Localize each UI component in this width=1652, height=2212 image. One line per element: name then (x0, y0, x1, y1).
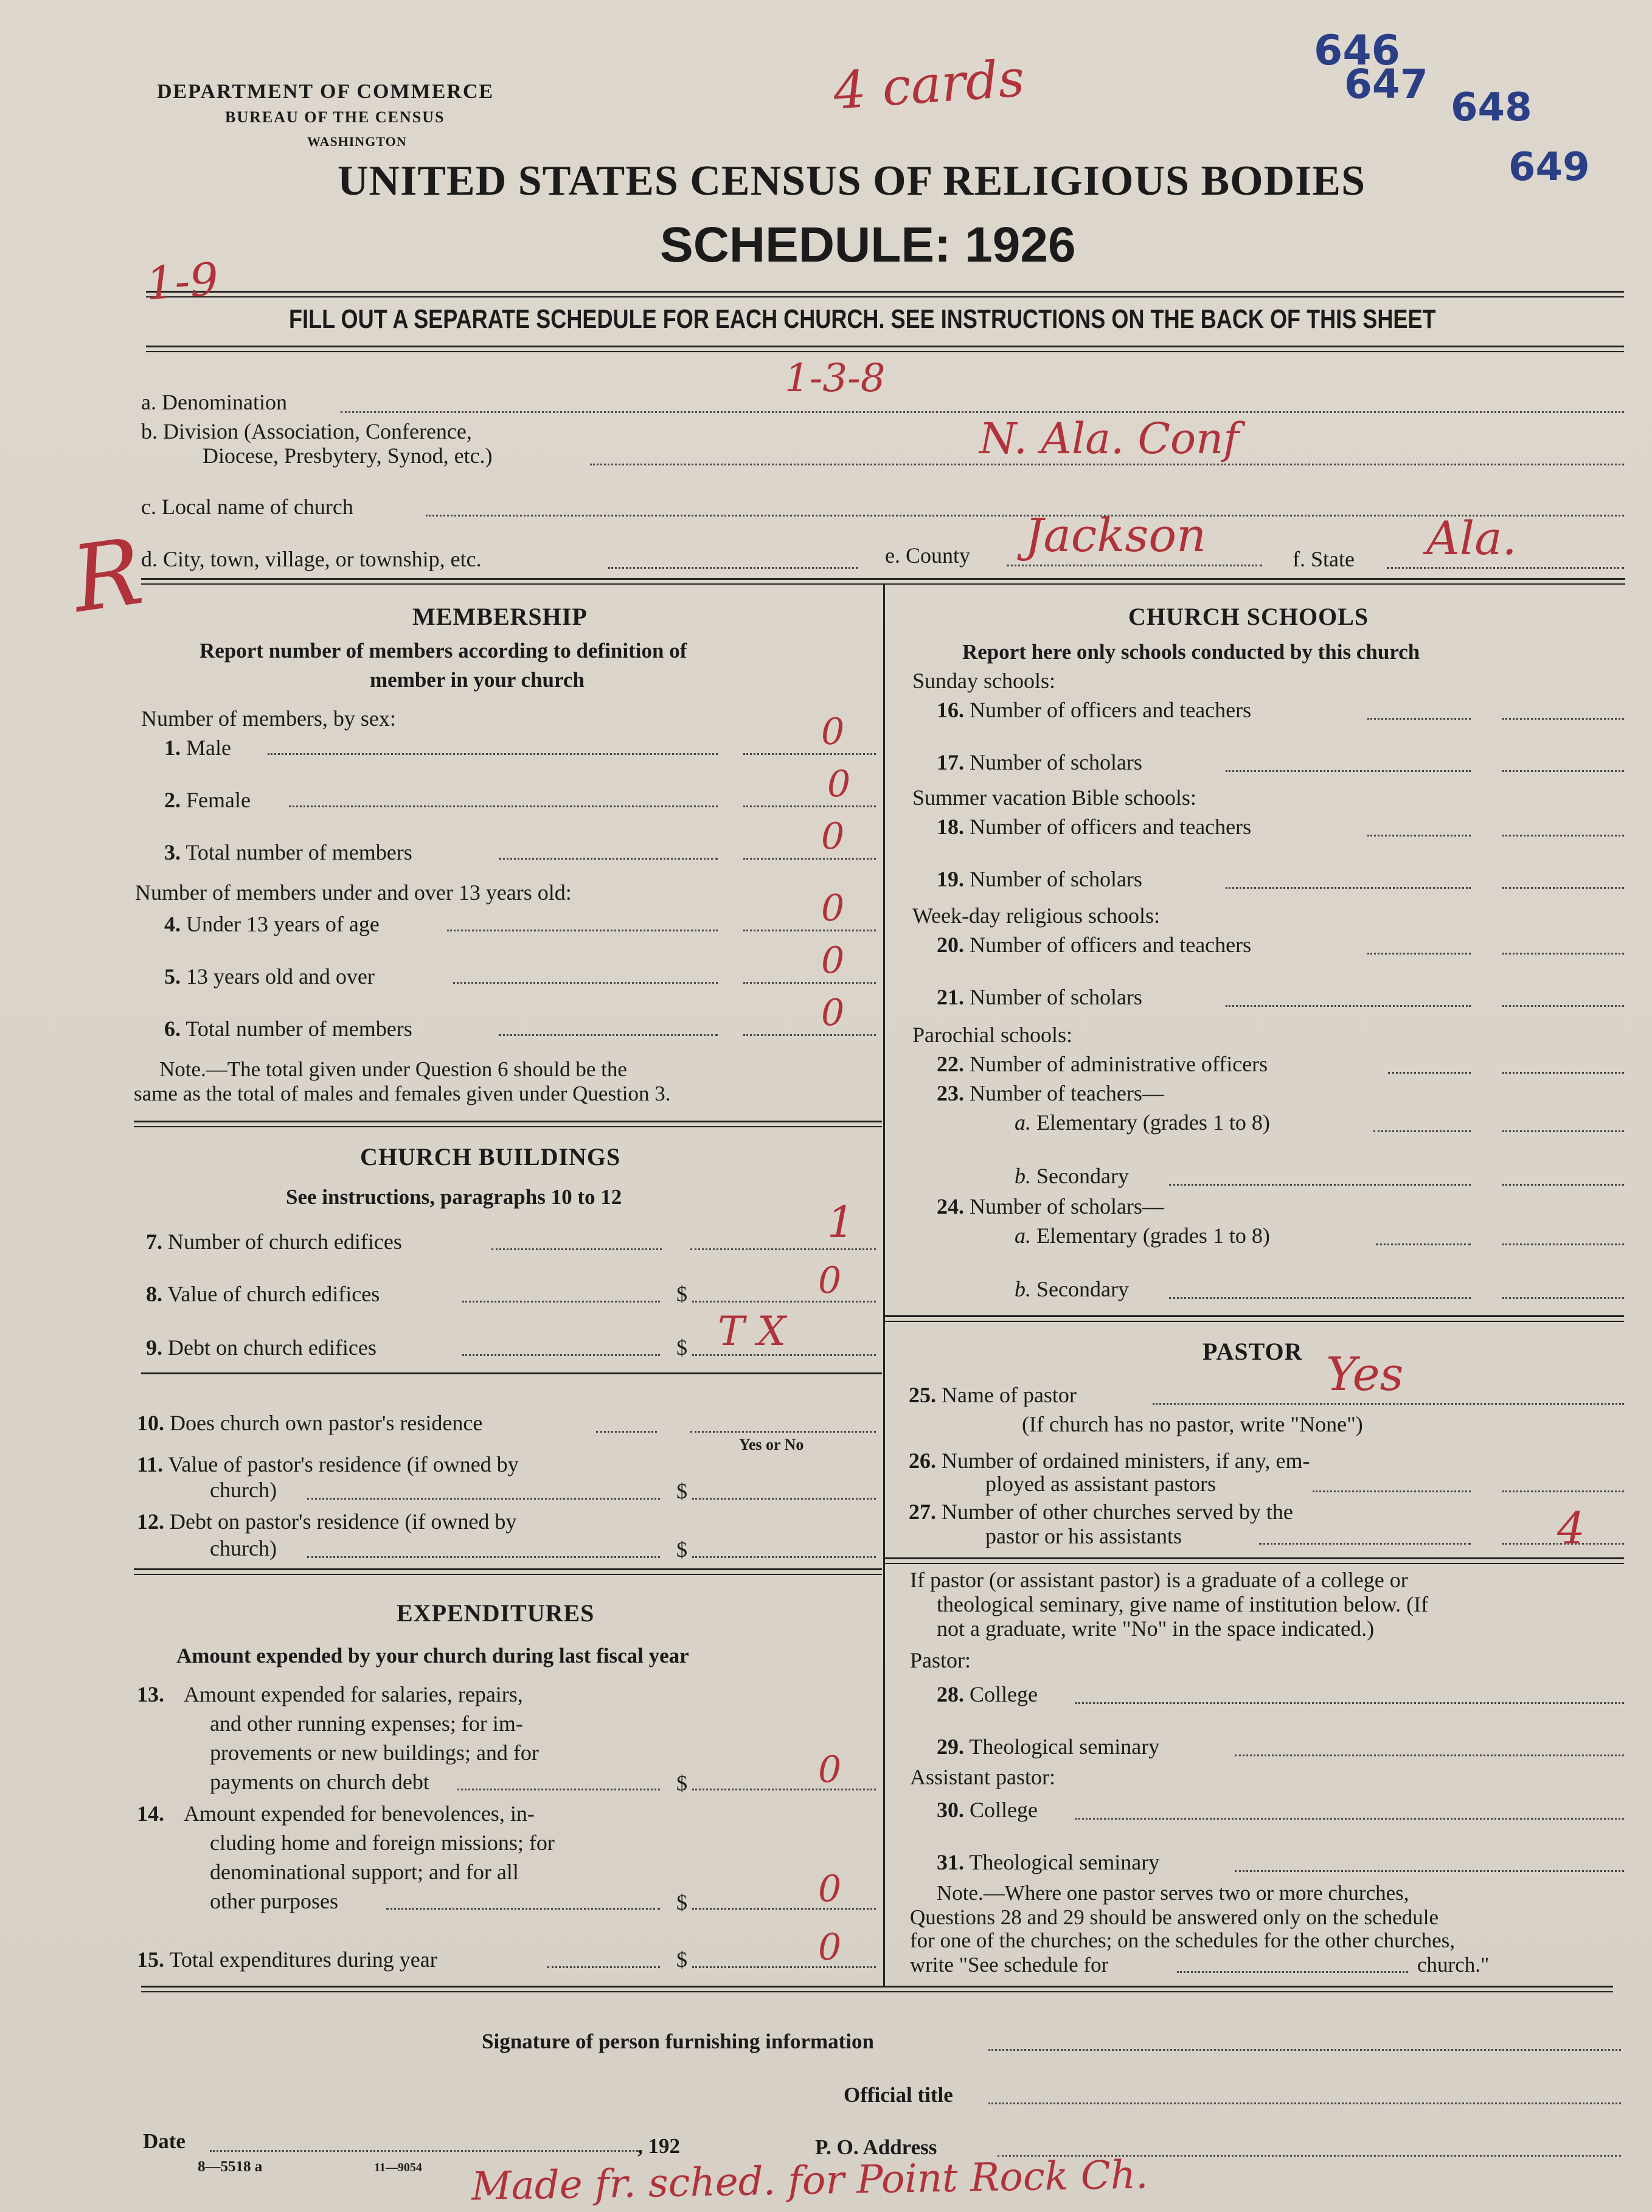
date-year: , 192 (637, 2134, 680, 2158)
q27-label-2: pastor or his assistants (985, 1524, 1182, 1548)
q9-dollar: $ (676, 1335, 687, 1360)
q13-line[interactable] (692, 1789, 876, 1790)
q29-line[interactable] (1235, 1755, 1624, 1756)
q5-leader (453, 982, 718, 984)
q23a-line[interactable] (1502, 1130, 1624, 1132)
county-value: Jackson (1025, 508, 1207, 562)
form-number: 8—5518 a (198, 2158, 263, 2175)
q13-line-4: payments on church debt (210, 1770, 429, 1794)
q8-leader (462, 1301, 660, 1303)
by-age-label: Number of members under and over 13 years old: (135, 880, 572, 905)
q26-line[interactable] (1502, 1490, 1624, 1492)
q12-label: 12. Debt on pastor's residence (if owned by (137, 1509, 517, 1534)
q23b-leader (1169, 1184, 1471, 1186)
see-schedule-line[interactable] (1177, 1971, 1408, 1973)
q1-leader (268, 753, 718, 755)
q14-line-3: denominational support; and for all (210, 1860, 519, 1884)
q23-label: 23. Number of teachers— (937, 1081, 1164, 1105)
department-name: DEPARTMENT OF COMMERCE (157, 80, 495, 103)
denomination-value: 1-3-8 (785, 356, 886, 401)
membership-subtitle-2: member in your church (370, 668, 585, 692)
q17-label: 17. Number of scholars (937, 750, 1142, 774)
local-name-label: c. Local name of church (141, 495, 353, 519)
q24b-leader (1169, 1297, 1471, 1299)
signature-line[interactable] (988, 2049, 1621, 2051)
q6-label: 6. Total number of members (164, 1017, 412, 1041)
q2-value: 0 (827, 763, 851, 805)
schedule-year: SCHEDULE: 1926 (660, 217, 1076, 273)
membership-note-2: same as the total of males and females given under Question 3. (134, 1082, 671, 1105)
q17-line[interactable] (1502, 770, 1624, 772)
graduate-instruction: If pastor (or assistant pastor) is a graduate of a college or (910, 1568, 1408, 1592)
pastor-note: Note.—Where one pastor serves two or more churches, (937, 1881, 1409, 1905)
q26-leader (1313, 1490, 1471, 1492)
denomination-line[interactable] (341, 411, 1624, 413)
q22-line[interactable] (1502, 1072, 1624, 1074)
bureau-name: BUREAU OF THE CENSUS (225, 108, 445, 126)
banner-rule (146, 346, 1624, 352)
official-title-label: Official title (844, 2083, 953, 2107)
po-address-label: P. O. Address (815, 2135, 937, 2159)
q17-leader (1226, 770, 1471, 772)
q27-value: 4 (1557, 1503, 1585, 1554)
stamp-number: 648 (1451, 85, 1532, 130)
q14-value: 0 (818, 1868, 842, 1910)
buildings-end-rule (134, 1568, 882, 1575)
q1-label: 1. Male (164, 736, 231, 760)
form-title: UNITED STATES CENSUS OF RELIGIOUS BODIES (338, 158, 1366, 204)
weekday-schools-label: Week-day religious schools: (912, 903, 1161, 928)
q1-value: 0 (821, 711, 845, 753)
q24a-label: a. Elementary (grades 1 to 8) (1015, 1223, 1270, 1248)
q7-label: 7. Number of church edifices (146, 1229, 402, 1254)
stamp-number: 647 (1344, 61, 1428, 108)
q25-label: 25. Name of pastor (909, 1383, 1077, 1407)
pastor-note-3: for one of the churches; on the schedules for the other churches, (910, 1929, 1456, 1952)
q9-leader (462, 1354, 660, 1356)
q23a-label: a. Elementary (grades 1 to 8) (1015, 1110, 1270, 1135)
q19-leader (1226, 887, 1471, 889)
date-label: Date (143, 2129, 186, 2153)
print-number: 11—9054 (374, 2161, 422, 2174)
pastor-rule (885, 1557, 1624, 1564)
q3-value: 0 (821, 815, 845, 858)
q2-label: 2. Female (164, 788, 251, 812)
county-line[interactable] (1007, 565, 1262, 566)
q4-value: 0 (821, 887, 845, 930)
sunday-schools-label: Sunday schools: (912, 669, 1056, 693)
footer-rule (141, 1986, 1613, 1992)
q24a-line[interactable] (1502, 1243, 1624, 1245)
q23a-leader (1373, 1130, 1471, 1132)
parochial-schools-label: Parochial schools: (912, 1023, 1072, 1047)
city-label: d. City, town, village, or township, etc. (141, 547, 482, 571)
q24b-line[interactable] (1502, 1297, 1624, 1299)
q8-value: 0 (818, 1259, 842, 1302)
q16-label: 16. Number of officers and teachers (937, 698, 1252, 722)
q28-line[interactable] (1075, 1702, 1624, 1704)
signature-label: Signature of person furnishing information (482, 2029, 874, 2053)
q18-leader (1367, 835, 1471, 836)
state-line[interactable] (1387, 567, 1624, 569)
division-label: b. Division (Association, Conference, (141, 419, 472, 443)
q14-leader (386, 1908, 660, 1910)
q24-label: 24. Number of scholars— (937, 1194, 1164, 1219)
q15-label: 15. Total expenditures during year (137, 1947, 437, 1972)
graduate-instruction-3: not a graduate, write "No" in the space indicated.) (937, 1616, 1375, 1641)
q15-leader (547, 1966, 660, 1968)
q13-line-1: Amount expended for salaries, repairs, (184, 1682, 523, 1706)
q10-line[interactable] (690, 1431, 876, 1433)
stamp-number: 646 (1314, 27, 1400, 75)
by-sex-label: Number of members, by sex: (141, 706, 396, 731)
bureau-city: WASHINGTON (307, 134, 407, 149)
schools-rule (885, 1315, 1624, 1322)
yes-or-no-hint: Yes or No (739, 1436, 804, 1453)
q15-dollar: $ (676, 1947, 687, 1972)
state-value: Ala. (1426, 511, 1517, 565)
q19-line[interactable] (1502, 887, 1624, 889)
summer-schools-label: Summer vacation Bible schools: (912, 785, 1196, 810)
footer-annotation: Made fr. sched. for Point Rock Ch. (471, 2152, 1148, 2210)
q27-label: 27. Number of other churches served by the (909, 1500, 1293, 1524)
q7-value: 1 (827, 1197, 855, 1247)
q10-label: 10. Does church own pastor's residence (137, 1411, 483, 1435)
q19-label: 19. Number of scholars (937, 867, 1142, 891)
q5-line[interactable] (743, 982, 876, 984)
q30-line[interactable] (1075, 1818, 1624, 1820)
stamp-number: 649 (1508, 145, 1590, 190)
division-label-2: Diocese, Presbytery, Synod, etc.) (203, 443, 493, 468)
q12-dollar: $ (676, 1537, 687, 1562)
pastor-note-5: church." (1417, 1953, 1490, 1977)
q18-label: 18. Number of officers and teachers (937, 815, 1252, 839)
expenditures-title: EXPENDITURES (397, 1599, 595, 1627)
q21-leader (1226, 1005, 1471, 1007)
q3-label: 3. Total number of members (164, 840, 412, 864)
q15-value: 0 (818, 1926, 842, 1969)
q11-label-2: church) (210, 1478, 277, 1502)
cards-annotation: 4 cards (831, 48, 1027, 121)
q8-label: 8. Value of church edifices (146, 1282, 380, 1306)
membership-rule (134, 1121, 882, 1127)
q23b-label: b. Secondary (1015, 1164, 1129, 1188)
buildings-rule (141, 1372, 882, 1374)
q25-value: Yes (1326, 1347, 1404, 1401)
q4-label: 4. Under 13 years of age (164, 912, 380, 936)
q1-line[interactable] (743, 753, 876, 755)
q27-leader (1259, 1543, 1471, 1545)
q2-leader (289, 805, 718, 807)
q14-dollar: $ (676, 1890, 687, 1915)
q13-number: 13. (137, 1682, 164, 1706)
q7-line[interactable] (690, 1248, 876, 1250)
pastor-note-4: write "See schedule for (910, 1953, 1109, 1977)
q23b-line[interactable] (1502, 1184, 1624, 1186)
expenditures-subtitle: Amount expended by your church during last fiscal year (176, 1644, 689, 1668)
q21-line[interactable] (1502, 1005, 1624, 1007)
q14-line-2: cluding home and foreign missions; for (210, 1831, 555, 1855)
instruction-banner: FILL OUT A SEPARATE SCHEDULE FOR EACH CHURCH. SEE INSTRUCTIONS ON THE BACK OF THIS SHEET (289, 304, 1436, 334)
q29-label: 29. Theological seminary (937, 1734, 1160, 1759)
q26-label-2: ployed as assistant pastors (985, 1472, 1216, 1496)
q11-leader (307, 1498, 660, 1500)
q7-leader (491, 1248, 662, 1250)
pastor-sub-label: Pastor: (910, 1648, 971, 1672)
q3-leader (499, 858, 718, 860)
q20-line[interactable] (1502, 953, 1624, 955)
membership-title: MEMBERSHIP (412, 603, 588, 630)
buildings-subtitle: See instructions, paragraphs 10 to 12 (286, 1185, 622, 1209)
q11-dollar: $ (676, 1479, 687, 1503)
division-value: N. Ala. Conf (979, 414, 1240, 464)
q22-label: 22. Number of administrative officers (937, 1052, 1268, 1076)
q6-value: 0 (821, 992, 845, 1034)
q28-label: 28. College (937, 1682, 1038, 1706)
q6-leader (499, 1034, 718, 1036)
header-rule (146, 291, 1624, 297)
q9-label: 9. Debt on church edifices (146, 1335, 377, 1360)
q21-label: 21. Number of scholars (937, 985, 1142, 1009)
assistant-sub-label: Assistant pastor: (910, 1765, 1055, 1789)
q26-label: 26. Number of ordained ministers, if any, em- (909, 1449, 1310, 1473)
q9-value: T X (718, 1308, 786, 1355)
q2-line[interactable] (743, 805, 876, 807)
code-annotation: 1-9 (144, 252, 221, 311)
column-divider (883, 584, 885, 1986)
q30-label: 30. College (937, 1798, 1038, 1822)
q11-label: 11. Value of pastor's residence (if owned by (137, 1452, 519, 1476)
q10-leader (596, 1431, 657, 1433)
q22-leader (1388, 1072, 1471, 1074)
county-label: e. County (885, 543, 970, 568)
q31-line[interactable] (1235, 1870, 1624, 1872)
schools-title: CHURCH SCHOOLS (1128, 603, 1369, 630)
schools-subtitle: Report here only schools conducted by this church (962, 640, 1420, 664)
date-line[interactable] (210, 2150, 642, 2152)
q4-leader (447, 930, 718, 931)
q20-leader (1367, 953, 1471, 955)
q12-leader (307, 1556, 660, 1558)
q5-value: 0 (821, 939, 845, 982)
q8-dollar: $ (676, 1282, 687, 1306)
q31-label: 31. Theological seminary (937, 1850, 1160, 1874)
division-line[interactable] (590, 464, 1624, 465)
r-mark: R (66, 518, 149, 634)
q8-line[interactable] (692, 1301, 876, 1303)
pastor-note-2: Questions 28 and 29 should be answered only on the schedule (910, 1905, 1439, 1929)
q14-line[interactable] (692, 1908, 876, 1910)
state-label: f. State (1293, 547, 1355, 571)
pastor-title: PASTOR (1203, 1338, 1303, 1365)
q24a-leader (1376, 1243, 1471, 1245)
q13-dollar: $ (676, 1771, 687, 1795)
q13-value: 0 (818, 1748, 842, 1791)
q18-line[interactable] (1502, 835, 1624, 836)
q25-hint: (If church has no pastor, write "None") (1022, 1412, 1363, 1436)
q3-line[interactable] (743, 858, 876, 860)
q25-line[interactable] (1153, 1403, 1624, 1405)
official-title-line[interactable] (988, 2102, 1621, 2104)
q5-label: 5. 13 years old and over (164, 964, 375, 989)
membership-note: Note.—The total given under Question 6 should be the (159, 1057, 627, 1081)
q24b-label: b. Secondary (1015, 1277, 1129, 1301)
buildings-title: CHURCH BUILDINGS (360, 1143, 621, 1170)
q11-line[interactable] (692, 1498, 876, 1500)
q6-line[interactable] (743, 1034, 876, 1036)
q14-line-4: other purposes (210, 1889, 338, 1913)
q16-leader (1367, 718, 1471, 720)
q14-line-1: Amount expended for benevolences, in- (184, 1801, 535, 1826)
q13-leader (457, 1789, 660, 1790)
city-line[interactable] (608, 567, 858, 569)
graduate-instruction-2: theological seminary, give name of institution below. (If (937, 1592, 1429, 1616)
q16-line[interactable] (1502, 718, 1624, 720)
q15-line[interactable] (692, 1966, 876, 1968)
denomination-label: a. Denomination (141, 390, 287, 414)
q13-line-3: provements or new buildings; and for (210, 1741, 539, 1765)
q14-number: 14. (137, 1801, 164, 1826)
q4-line[interactable] (743, 930, 876, 931)
q20-label: 20. Number of officers and teachers (937, 933, 1252, 957)
q13-line-2: and other running expenses; for im- (210, 1711, 523, 1736)
membership-subtitle: Report number of members according to definition of (200, 639, 687, 663)
q12-line[interactable] (692, 1556, 876, 1558)
q12-label-2: church) (210, 1536, 277, 1560)
